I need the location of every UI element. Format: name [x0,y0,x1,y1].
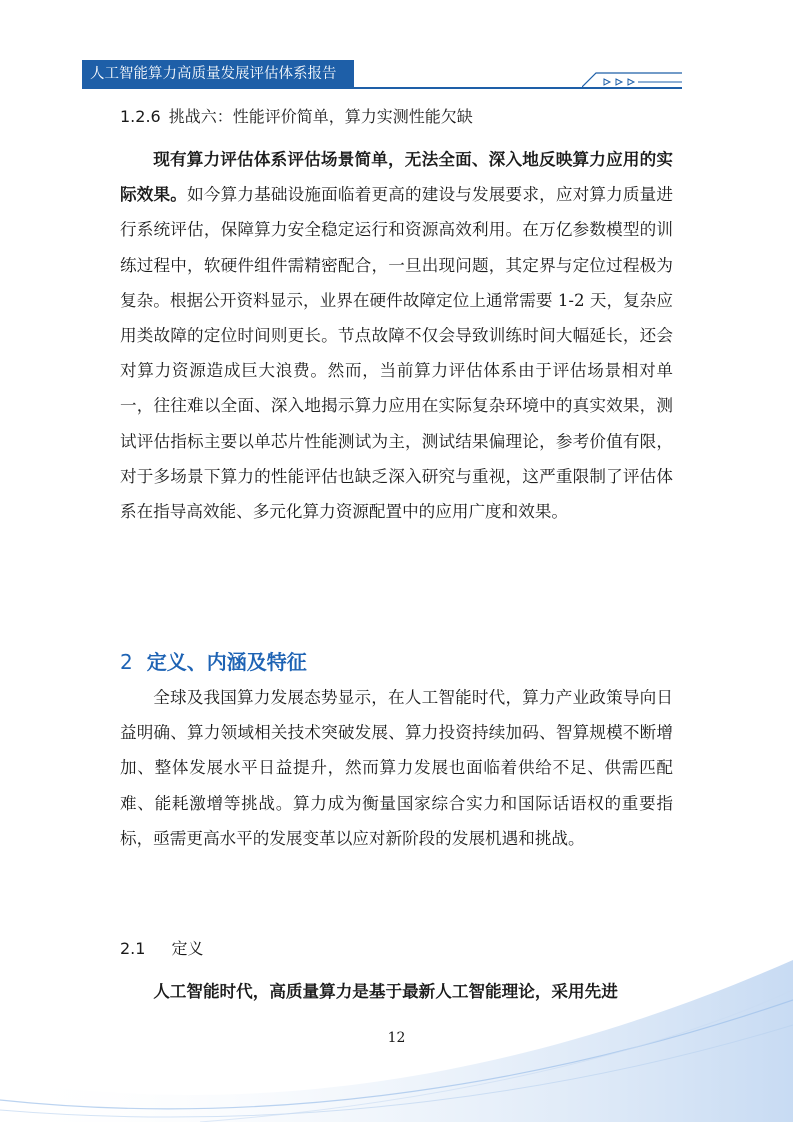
page-number: 12 [387,1030,406,1046]
paragraph-definition [120,974,673,1009]
header-title-bar: 人工智能算力高质量发展评估体系报告 [82,60,354,88]
paragraph-challenge-six [120,142,673,529]
section-heading-2 [120,646,307,675]
section-title: 定义 [171,939,204,958]
section-title: 定义、内涵及特征 [146,650,307,674]
section-number: 2.1 [120,939,146,958]
section-title: 挑战六：性能评价简单，算力实测性能欠缺 [168,107,473,126]
decorative-wave-background [0,930,793,1122]
section-number: 2 [120,650,133,674]
section-heading-2-1 [120,936,203,959]
paragraph-body: 全球及我国算力发展态势显示，在人工智能时代，算力产业政策导向日益明确、算力领域相关技术突破发展、算力投资持续加码、智算规模不断增加、整体发展水平日益提升，然而算力发展也面临着供给不足、供需匹配难、能耗激增等挑战。算力成为衡量国家综合实力和国际话语权的重要指标，亟需更高水平的发展变革以应对新阶段的发展机遇和挑战。 [120,688,673,848]
paragraph-lead-bold: 人工智能时代，高质量算力是基于最新人工智能理论，采用先进 [153,981,618,1001]
paragraph-body: 如今算力基础设施面临着更高的建设与发展要求，应对算力质量进行系统评估，保障算力安全稳定运行和资源高效利用。在万亿参数模型的训练过程中，软硬件组件需精密配合，一旦出现问题，其定界与定位过程极为复杂。根据公开资料显示，业界在硬件故障定位上通常需要 1-2 天，复杂应用类故障的定位时间则更长。节点故障不仅会导致训练时间大幅延长，还会对算力资源造成巨大浪费。然而，当前算力评估体系由于评估场景相对单一，往往难以全面、深入地揭示算力应用在实际复杂环境中的真实效果，测试评估指标主要以单芯片性能测试为主，测试结果偏理论，参考价值有限，对于多场景下算力的性能评估也缺乏深入研究与重视，这严重限制了评估体系在指导高效能、多元化算力资源配置中的应用广度和效果。 [120,185,674,522]
section-heading-1-2-6 [120,104,473,127]
paragraph-lead-bold: 现有算力评估体系评估场景简单，无法全面、深入地反映算力应用的实际效果。 [120,149,673,205]
section-number: 1.2.6 [120,107,161,126]
triple-triangle-arrow-icon [582,70,682,90]
paragraph-development-trend [120,680,673,856]
